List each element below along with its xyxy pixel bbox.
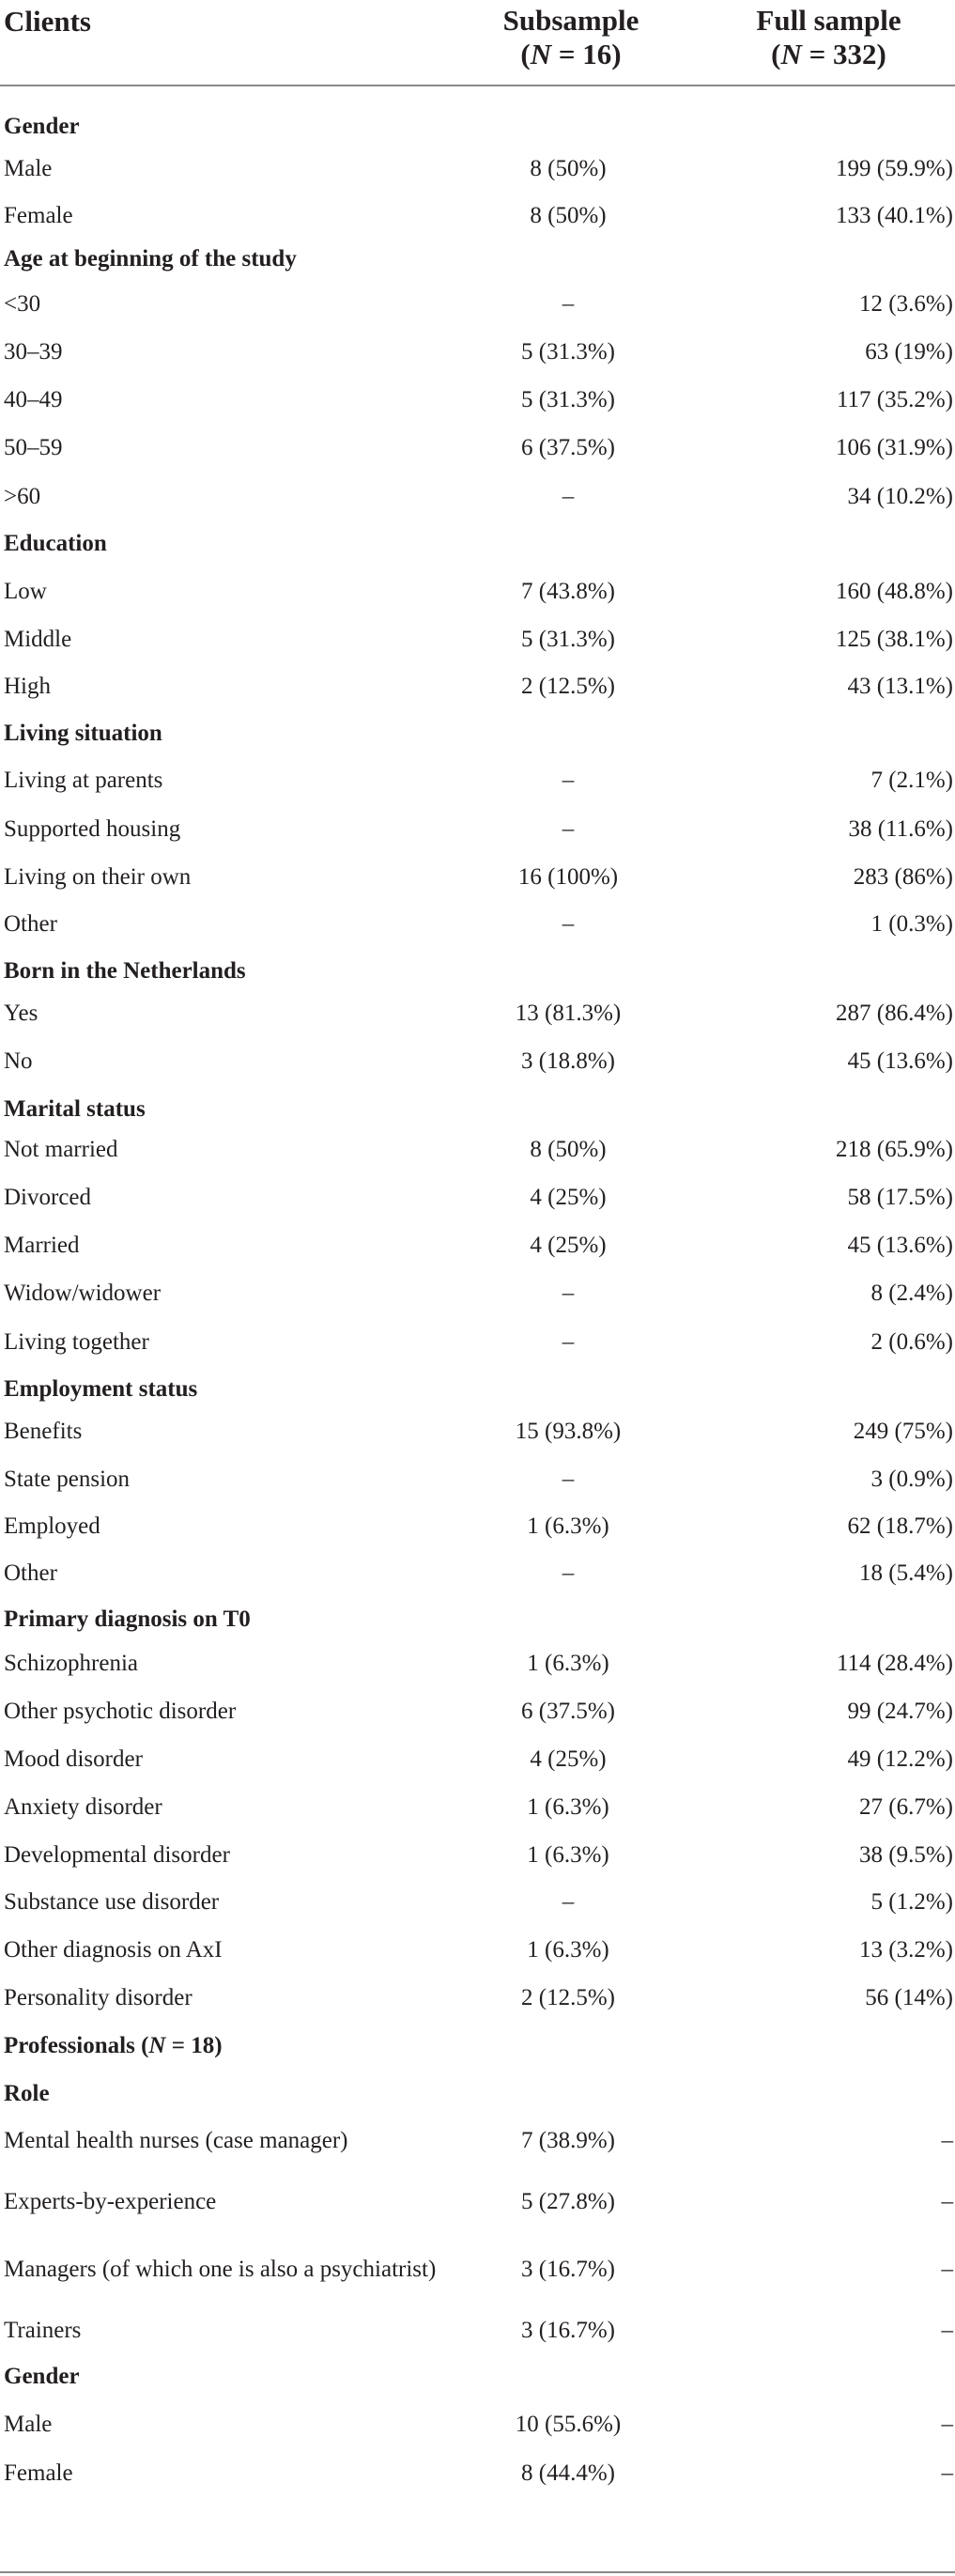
- subsample-value: 8 (50%): [530, 156, 607, 181]
- full-sample-value: –: [941, 2257, 953, 2282]
- subsample-value: 7 (43.8%): [521, 579, 615, 604]
- subsample-value: 5 (27.8%): [521, 2189, 615, 2214]
- full-sample-value: 106 (31.9%): [836, 435, 953, 460]
- subsample-value: –: [562, 911, 575, 937]
- full-sample-value: 7 (2.1%): [870, 768, 953, 793]
- section-label: Living situation: [4, 721, 162, 746]
- row-label: Substance use disorder: [4, 1889, 220, 1915]
- subsample-value: 6 (37.5%): [521, 435, 615, 460]
- row-label: No: [4, 1048, 33, 1074]
- subsample-value: 16 (100%): [517, 864, 619, 890]
- row-label: Mental health nurses (case manager): [4, 2128, 348, 2153]
- subsample-value: 8 (44.4%): [521, 2460, 615, 2486]
- section-label: Age at beginning of the study: [4, 246, 297, 272]
- row-label: Employed: [4, 1513, 100, 1539]
- row-label: >60: [4, 484, 41, 509]
- subsample-value: 4 (25%): [530, 1185, 607, 1210]
- row-label: Personality disorder: [4, 1985, 193, 2010]
- header-full-sample-n: (N = 332): [771, 38, 886, 70]
- row-label: Developmental disorder: [4, 1842, 230, 1868]
- full-sample-value: 283 (86%): [853, 864, 953, 890]
- row-label: Anxiety disorder: [4, 1794, 162, 1820]
- row-label: Widow/widower: [4, 1280, 162, 1306]
- row-label: Other diagnosis on AxI: [4, 1937, 223, 1963]
- header-divider: [0, 85, 955, 86]
- row-label: Male: [4, 156, 53, 181]
- subsample-value: –: [562, 1280, 575, 1306]
- full-sample-value: 8 (2.4%): [870, 1280, 953, 1306]
- row-label: Female: [4, 2460, 73, 2486]
- row-label: Experts-by-experience: [4, 2189, 217, 2214]
- section-label: Employment status: [4, 1376, 198, 1402]
- full-sample-value: –: [941, 2412, 953, 2437]
- row-label: Benefits: [4, 1419, 83, 1444]
- row-label: Married: [4, 1233, 80, 1258]
- row-label: Female: [4, 203, 73, 228]
- header-clients: Clients: [4, 5, 91, 38]
- subsample-value: –: [562, 1560, 575, 1586]
- subsample-value: 8 (50%): [530, 1137, 607, 1162]
- full-sample-value: –: [941, 2318, 953, 2343]
- row-label: Male: [4, 2412, 53, 2437]
- full-sample-value: 13 (3.2%): [859, 1937, 953, 1963]
- subsample-value: –: [562, 816, 575, 842]
- full-sample-value: 287 (86.4%): [836, 1001, 953, 1026]
- table-header: [0, 0, 955, 85]
- full-sample-value: 45 (13.6%): [847, 1233, 953, 1258]
- subsample-value: 4 (25%): [530, 1233, 607, 1258]
- section-label: Marital status: [4, 1096, 146, 1122]
- full-sample-value: 99 (24.7%): [847, 1699, 953, 1724]
- row-label: 30–39: [4, 339, 63, 365]
- full-sample-value: 249 (75%): [853, 1419, 953, 1444]
- subsample-value: 3 (16.7%): [521, 2318, 615, 2343]
- full-sample-value: 45 (13.6%): [847, 1048, 953, 1074]
- full-sample-value: 125 (38.1%): [836, 627, 953, 652]
- subsample-value: 4 (25%): [530, 1746, 607, 1772]
- table-bottom-rule: [0, 2571, 955, 2573]
- full-sample-value: 1 (0.3%): [870, 911, 953, 937]
- full-sample-value: –: [941, 2460, 953, 2486]
- row-label: Living together: [4, 1329, 149, 1355]
- header-full-sample-title: Full sample: [756, 4, 901, 37]
- row-label: Supported housing: [4, 816, 181, 842]
- full-sample-value: 56 (14%): [865, 1985, 953, 2010]
- header-subsample-title: Subsample: [502, 4, 639, 37]
- row-label: Other: [4, 1560, 57, 1586]
- full-sample-value: 62 (18.7%): [847, 1513, 953, 1539]
- row-label: Middle: [4, 627, 72, 652]
- section-label: Education: [4, 531, 107, 556]
- subsample-value: 1 (6.3%): [527, 1794, 609, 1820]
- full-sample-value: 12 (3.6%): [859, 291, 953, 317]
- row-label: Living at parents: [4, 768, 163, 793]
- section-label: Born in the Netherlands: [4, 958, 246, 984]
- subsample-value: 2 (12.5%): [521, 1985, 615, 2010]
- row-label: Divorced: [4, 1185, 92, 1210]
- header-full-sample: [704, 4, 953, 71]
- row-label: Managers (of which one is also a psychiatrist): [4, 2257, 437, 2282]
- row-label: Yes: [4, 1001, 39, 1026]
- row-label: Schizophrenia: [4, 1651, 139, 1676]
- row-label: State pension: [4, 1466, 131, 1492]
- subsample-value: 3 (16.7%): [521, 2257, 615, 2282]
- subsample-value: 1 (6.3%): [527, 1651, 609, 1676]
- section-label: Professionals (N = 18): [4, 2033, 223, 2058]
- row-label: High: [4, 674, 51, 699]
- full-sample-value: 43 (13.1%): [847, 674, 953, 699]
- subsample-value: 1 (6.3%): [527, 1513, 609, 1539]
- subsample-value: 2 (12.5%): [521, 674, 615, 699]
- full-sample-value: 38 (11.6%): [848, 816, 953, 842]
- row-label: Other psychotic disorder: [4, 1699, 237, 1724]
- header-subsample: [449, 4, 693, 71]
- section-label: Gender: [4, 114, 80, 139]
- subsample-value: 15 (93.8%): [515, 1419, 622, 1444]
- section-label: Gender: [4, 2364, 80, 2389]
- row-label: Living on their own: [4, 864, 192, 890]
- subsample-value: 1 (6.3%): [527, 1937, 609, 1963]
- subsample-value: –: [562, 768, 575, 793]
- full-sample-value: 18 (5.4%): [859, 1560, 953, 1586]
- subsample-value: –: [562, 1466, 575, 1492]
- subsample-value: 8 (50%): [530, 203, 607, 228]
- subsample-value: –: [562, 1329, 575, 1355]
- row-label: 50–59: [4, 435, 63, 460]
- row-label: Trainers: [4, 2318, 82, 2343]
- row-label: Other: [4, 911, 57, 937]
- subsample-value: 1 (6.3%): [527, 1842, 609, 1868]
- subsample-value: 10 (55.6%): [515, 2412, 622, 2437]
- full-sample-value: 49 (12.2%): [847, 1746, 953, 1772]
- full-sample-value: –: [941, 2128, 953, 2153]
- section-label: Role: [4, 2081, 50, 2106]
- full-sample-value: –: [941, 2189, 953, 2214]
- full-sample-value: 5 (1.2%): [870, 1889, 953, 1915]
- row-label: Mood disorder: [4, 1746, 143, 1772]
- subsample-value: 6 (37.5%): [521, 1699, 615, 1724]
- row-label: <30: [4, 291, 41, 317]
- full-sample-value: 2 (0.6%): [870, 1329, 953, 1355]
- subsample-value: 5 (31.3%): [521, 387, 615, 412]
- full-sample-value: 133 (40.1%): [836, 203, 953, 228]
- subsample-value: 5 (31.3%): [521, 627, 615, 652]
- full-sample-value: 160 (48.8%): [836, 579, 953, 604]
- full-sample-value: 114 (28.4%): [836, 1651, 953, 1676]
- full-sample-value: 218 (65.9%): [836, 1137, 953, 1162]
- full-sample-value: 27 (6.7%): [859, 1794, 953, 1820]
- header-subsample-n: (N = 16): [520, 38, 622, 70]
- subsample-value: 5 (31.3%): [521, 339, 615, 365]
- full-sample-value: 3 (0.9%): [870, 1466, 953, 1492]
- section-label: Primary diagnosis on T0: [4, 1606, 251, 1632]
- full-sample-value: 117 (35.2%): [836, 387, 953, 412]
- full-sample-value: 38 (9.5%): [859, 1842, 953, 1868]
- full-sample-value: 34 (10.2%): [847, 484, 953, 509]
- subsample-value: –: [562, 291, 575, 317]
- row-label: Low: [4, 579, 47, 604]
- row-label: Not married: [4, 1137, 118, 1162]
- full-sample-value: 63 (19%): [865, 339, 953, 365]
- subsample-value: 7 (38.9%): [521, 2128, 615, 2153]
- subsample-value: –: [562, 484, 575, 509]
- subsample-value: 13 (81.3%): [515, 1001, 622, 1026]
- full-sample-value: 58 (17.5%): [847, 1185, 953, 1210]
- subsample-value: 3 (18.8%): [521, 1048, 615, 1074]
- full-sample-value: 199 (59.9%): [836, 156, 953, 181]
- subsample-value: –: [562, 1889, 575, 1915]
- row-label: 40–49: [4, 387, 63, 412]
